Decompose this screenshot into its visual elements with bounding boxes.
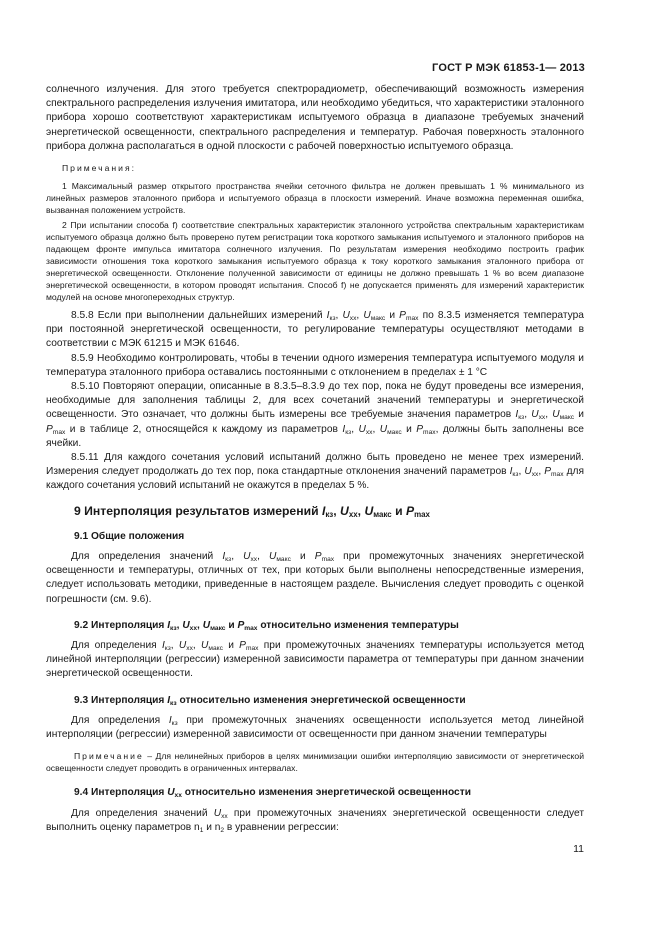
paragraph-9-4: Для определения значений $U_{хх}$ при промежуточных значениях энергетической освещенности следует выполнить оценку параметров $n_1$ и $n_2$ в уравнении регрессии:: [46, 807, 584, 834]
paragraph-8-5-8: 8.5.8 Если при выполнении дальнейших измерений $I_{кз}$, $U_{хх}$, $U_{макс}$ и $P_{max}$ по 8.3.5 изменяется температура при постоянной энергетической освещенности, то регулирование температуры осуществляют методами в соответствии с МЭК 61215 и МЭК 61646.: [46, 310, 584, 350]
section-9-3-title: 9.3 Интерполяция $I_{кз}$ относительно изменения энергетической освещенности: [74, 694, 466, 707]
section-9-title: 9 Интерполяция результатов измерений $I_{кз}$, $U_{хх}$, $U_{макс}$ и $P_{max}$: [74, 503, 430, 519]
paragraph-9-3: Для определения $I_{кз}$ при промежуточных значениях освещенности используется метод линейной интерполяции (регрессии) измеренной зависимости от освещенности при данном значении температуры: [46, 714, 584, 741]
section-9-4-title: 9.4 Интерполяция $U_{хх}$ относительно изменения энергетической освещенности: [74, 787, 471, 800]
document-header: ГОСТ Р МЭК 61853-1— 2013: [432, 62, 585, 74]
paragraph-8-5-11: 8.5.11 Для каждого сочетания условий испытаний должно быть проведено не менее трех измерений. Измерения следует продолжать до тех пор, пока стандартные отклонения значений параметров $I_{кз}$, $U_{хх}$, $P_{max}$ для каждого сочетания условий испытаний не окажутся в пределах 5 %.: [46, 452, 584, 492]
note-1: 1 Максимальный размер открытого пространства ячейки сеточного фильтра не должен превышать 1 % минимального из линейных размеров эталонного прибора и испытуемого образца в плоскости измерений. Иначе возможна переменная ошибка, вызванная положением устройств.: [46, 181, 584, 216]
paragraph-intro: солнечного излучения. Для этого требуется спектрорадиометр, обеспечивающий возможность измерения спектрального распределения излучения имитатора, или необходимо убедиться, что характеристики эталонного прибора хорошо соответствуют характеристикам испытуемого образца в диапазоне требуемых значений энергетической освещенности, спектрального распределения и температур. Рабочая поверхность эталонного прибора должна располагаться в одной плоскости с рабочей поверхностью испытуемого образца.: [46, 84, 584, 152]
section-9-2-title: 9.2 Интерполяция $I_{кз}$, $U_{хх}$, $U_{макс}$ и $P_{max}$ относительно изменения температуры: [74, 619, 459, 632]
page-number: 11: [573, 843, 584, 855]
paragraph-8-5-9: 8.5.9 Необходимо контролировать, чтобы в течении одного измерения температура испытуемого модуля и температура эталонного прибора оставались постоянными с отклонением в пределах ± 1 °С: [46, 352, 584, 378]
section-9-1-title: 9.1 Общие положения: [74, 530, 185, 542]
note-2: 2 При испытании способа f) соответствие спектральных характеристик эталонного устройства спектральным характеристикам испытуемого образца должно быть проверено путем регистрации тока короткого замыкания испытуемого и эталонного приборов на падающем фронте импульса имитатора солнечного излучения. По результатам измерения необходимо построить график зависимости отношения тока короткого замыкания испытуемого образца к току короткого замыкания эталонного прибора от энергетической освещенности. Отклонение полученной зависимости от единицы не должно превышать 1 % во всем диапазоне энергетической освещенности, в котором проводят испытания. Способ f) не допускается применять для измерений характеристик модулей на основе многопереходных структур.: [46, 220, 584, 303]
paragraph-8-5-10: 8.5.10 Повторяют операции, описанные в 8.3.5–8.3.9 до тех пор, пока не будут проведены все измерения, необходимые для заполнения таблицы 2, для всех сочетаний значений температуры и энергетической освещенности. Это означает, что должны быть измерены все требуемые значения параметров $I_{кз}$, $U_{хх}$, $U_{макс}$ и $P_{max}$ и в таблице 2, относящейся к каждому из параметров $I_{кз}$, $U_{хх}$, $U_{макс}$ и $P_{max}$, должны быть заполнены все ячейки.: [46, 381, 584, 449]
notes-block: [46, 162, 584, 303]
notes-heading: Примечания:: [62, 163, 137, 174]
document-body: [46, 83, 584, 835]
paragraph-9-1: Для определения значений $I_{кз}$, $U_{хх}$, $U_{макс}$ и $P_{max}$ при промежуточных значениях энергетической освещенности и температуры, отличных от тех, при которых были выполнены непосредственные измерения, следует использовать методики, приведенные в настоящем разделе. Вычисления следует проводить с оценкой погрешности (см. 9.6).: [46, 551, 585, 605]
paragraph-9-2: Для определения $I_{кз}$, $U_{хх}$, $U_{макс}$ и $P_{max}$ при промежуточных значениях температуры используется метод линейной интерполяции (регрессии) измеренной зависимости параметра от температуры при данном значении энергетической освещенности.: [46, 640, 585, 680]
note-9-3: Примечание – Для нелинейных приборов в целях минимизации ошибки интерполяцию зависимости от энергетической освещенности следует проводить в ограниченных интервалах.: [46, 751, 584, 774]
